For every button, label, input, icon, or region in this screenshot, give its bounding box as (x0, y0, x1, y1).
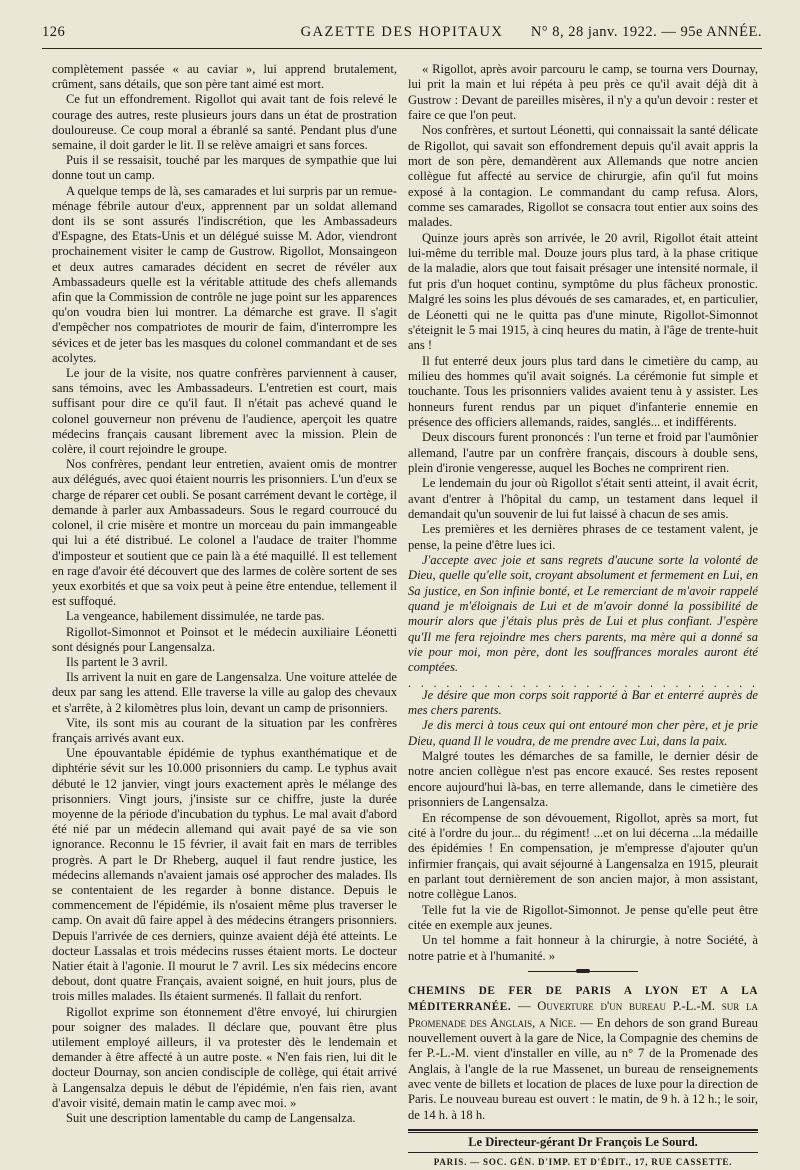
paragraph: Ils partent le 3 avril. (66, 654, 168, 669)
footer-rule (408, 1129, 758, 1133)
news-subtitle: — Ouverture d'un bureau P.-L.-M. sur la Promenade des Anglais, a Nice. — (408, 999, 758, 1030)
ellipsis-line: . . . . . . . . . . . . . . . . . . . . . . . . . . . . (408, 675, 758, 688)
printer-line: PARIS. — SOC. GÉN. D'IMP. ET D'ÉDIT., 17, RUE CASSETTE. (408, 1152, 758, 1170)
paragraph: Rigollot exprime son étonnement d'être envoyé, lui chirurgien pour soigner des malades. Il déclare que, pouvant être plus utilement employé ailleurs, il va protester dès le lendemain et demander à être affecté à un autre poste. « N'en fais rien, lui dit le docteur Dournay, son ancien condisciple de collège, qui était arrivé à Langensalza depuis le début de l'épidémie, n'en fais rien, avant d'avoir visité, demain matin le camp avec moi. » (52, 1004, 397, 1110)
paragraph: La vengeance, habilement dissimulée, ne tarde pas. (66, 609, 325, 624)
paragraph: complètement passée « au caviar », lui apprend brutalement, crûment, sans détails, que son père tant aimé est mort. (52, 62, 397, 92)
page-number: 126 (42, 24, 66, 40)
paragraph: Quinze jours après son arrivée, le 20 avril, Rigollot était atteint lui-même du terrible mal. Douze jours plus tard, à la phase critique de la maladie, alors que tout faisait présager une intensité normale, il fut pris d'un hoquet continu, symptôme du plus fâcheux pronostic. Malgré les soins les plus dévoués de ses camarades, et, en particulier, de Léonetti qui ne le quitta pas d'une minute, Rigollot-Simonnot s'éteignit le 5 mai 1915, à cinq heures du matin, à l'âge de trente-huit ans ! (408, 230, 758, 353)
paragraph: Malgré toutes les démarches de sa famille, le dernier désir de notre ancien collègue n'est pas encore exaucé. Ses restes reposent encore aujourd'hui là-bas, en terre allemande, dans le cimetière des prisonniers de Langensalza. (408, 749, 758, 810)
header-rule (42, 48, 762, 49)
testament-quote: J'accepte avec joie et sans regrets d'aucune sorte la volonté de Dieu, quelle qu'elle soit, croyant absolument et fermement en Lui, en Sa justice, en Son infinie bonté, et Le remerciant de m'avoir rappelé quand je m'éloignais de Lui et de m'avoir donné la possibilité de mourir alors que j'étais plus près de Lui et plus confiant. J'espère qu'Il me fera rejoindre mes chers parents, ma mère qui a donné sa vie pour moi, mon père, dont les souffrances morales auront été comptées. (408, 553, 758, 675)
paragraph: Vite, ils sont mis au courant de la situation par les confrères français arrivés avant eux. (52, 715, 397, 745)
paragraph: Deux discours furent prononcés : l'un terne et froid par l'aumônier allemand, l'autre par un confrère français, discours à double sens, plein d'ironie vengeresse, auquel les Boches ne comprirent rien. (408, 430, 758, 475)
right-column (408, 62, 758, 1170)
news-item (408, 983, 758, 1123)
paragraph: Ce fut un effondrement. Rigollot qui avait tant de fois relevé le courage des autres, reste plusieurs jours dans un état de prostration douloureuse. Ce coup moral a ébranlé sa santé. Pendant plus d'une semaine, il doit garder le lit. Il se relève amaigri et sans forces. (52, 92, 397, 153)
paragraph: « Rigollot, après avoir parcouru le camp, se tourna vers Dournay, lui prit la main et lui répéta à peu près ce qu'il avait déjà dit à Gustrow : Devant de pareilles misères, il n'y a qu'un devoir : rester et faire ce que l'on peut. (408, 62, 758, 123)
testament-quote: Je désire que mon corps soit rapporté à Bar et enterré auprès de mes chers parents. (408, 687, 758, 718)
paragraph: Le jour de la visite, nos quatre confrères parviennent à causer, sans témoins, avec les Ambassadeurs. L'entretien est court, mais suffisant pour dire ce qu'il faut. Il n'était pas achevé quand le colonel gouverneur non prévenu de l'audience, aperçoit les quatre médecins français causant librement avec la mission. Plein de colère, il court rejoindre le groupe. (52, 366, 397, 457)
paragraph: Rigollot-Simonnot et Poinsot et le médecin auxiliaire Léonetti sont désignés pour Langensalza. (52, 624, 397, 654)
news-body: En dehors de son grand Bureau nouvellement ouvert à la gare de Nice, la Compagnie des chemins de fer P.-L.-M. vient d'installer en ville, au n° 7 de la Promenade des Anglais, à l'angle de la rue Massenet, un bureau de renseignements avec vente de billets et location de places de luxe pour la direction de Paris. Le nouveau bureau est ouvert : le matin, de 9 h. à 12 h.; le soir, de 14 h. à 18 h. (408, 1015, 758, 1122)
paragraph: A quelque temps de là, ses camarades et lui surpris par un remue-ménage fébrile autour d'eux, apprennent par un soldat allemand dont ils se sont assurés l'indiscrétion, que les Ambassadeurs d'Espagne, des Etats-Unis et un délégué suisse M. Ador, viendront prochainement visiter le camp de Gustrow. Rigollot, Monsaingeon et deux autres camarades décident en secret de révéler aux Ambassadeurs quelle est la véritable attitude des chefs allemands afin que la Commission de contrôle ne juge point sur les apparences qu'on voudra bien lui montrer. La démarche est grave. Il s'agit d'empêcher nos compatriotes de mourir de faim, d'interrompre les sévices et de jeter bas les masques du colonel commandant et de ses acolytes. (52, 183, 397, 365)
news-title: CHEMINS DE FER DE PARIS A LYON ET A LA MÉDITERRANÉE. (408, 984, 758, 1014)
director-line: Le Directeur-gérant Dr François Le Sourd. (468, 1135, 698, 1150)
publication-title: GAZETTE DES HOPITAUX (300, 24, 504, 40)
paragraph: Puis il se ressaisit, touché par les marques de sympathie que lui donne tout un camp. (52, 153, 397, 183)
paragraph: Suit une description lamentable du camp de Langensalza. (66, 1111, 356, 1126)
paragraph: Une épouvantable épidémie de typhus exanthématique et de diphtérie sévit sur les 10.000 prisonniers du camp. Le typhus avait débuté le 12 janvier, vingt jours exactement après le mélange des prisonniers. Vingt jours, j'insiste sur ce chiffre, juste la durée moyenne de la période d'incubation du typhus. Le mal avait d'abord été nié par un médecin allemand qui avait payé de sa vie son ignorance. Reconnu le 15 février, il avait fait en mars de terribles progrès. A part le Dr Rheberg, auquel il faut rendre justice, les médecins allemands n'avaient jamais osé approcher des malades. Ils se contentaient de les regarder à bonne distance. Depuis le commencement de l'épidémie, ils n'osaient même plus traverser le camp. On avait dû faire appel à des médecins étrangers prisonniers. Depuis l'arrivée de ces derniers, quinze avaient déjà été atteints. Le docteur Lassalas et trois médecins russes étaient morts. Le docteur Natier était à l'agonie. Il mourut le 7 avril. Les six médecins encore debout, dont quatre Français, avaient soigné, en huit jours, plus de trois milles malades. Ils étaient surmenés. Il fallait du renfort. (52, 746, 397, 1004)
paragraph: Nos confrères, et surtout Léonetti, qui connaissait la santé délicate de Rigollot, qui savait son effondrement depuis qu'il avait appris la mort de son père, demandèrent aux Allemands que notre ancien collègue fut affecté au service de chirurgie, afin qu'il fut moins exposé à la contagion. Le commandant du camp refusa. Alors, comme ses camarades, Rigollot se consacra tout entier aux soins des malades. (408, 123, 758, 230)
paragraph: En récompense de son dévouement, Rigollot, après sa mort, fut cité à l'ordre du jour... du régiment! ...et on lui décerna ...la médaille des épidémies ! En compensation, je m'empresse d'ajouter qu'un infirmier français, qui avait séjourné à Langensalza en 1915, pleurait en parlant tout dernièrement de son ancien major, à mon assistant, notre collègue Lanos. (408, 810, 758, 902)
paragraph: Nos confrères, pendant leur entretien, avaient omis de montrer aux délégués, avec quoi étaient nourris les prisonniers. L'un d'eux se charge de réparer cet oubli. Se posant carrément devant le cortège, il demande à parler aux Ambassadeurs. Sous le regard courroucé du colonel, il crie misère et montre un morceau du pain immangeable qui lui a été distribué. Le colonel a l'audace de traiter l'homme d'imposteur et soutient que ce pain là a été maquillé. Il est tellement en rage d'avoir été découvert que des larmes de colère sortent de ses yeux exorbités et que sa voix peut à peine être entendue, tellement il est suffoqué. (52, 457, 397, 609)
testament-quote: Je dis merci à tous ceux qui ont entouré mon cher père, et je prie Dieu, quand Il le voudra, de me prendre avec Lui, dans la paix. (408, 718, 758, 748)
paragraph: Un tel homme a fait honneur à la chirurgie, à notre Société, à notre patrie et à l'humanité. » (408, 933, 758, 963)
paragraph: Telle fut la vie de Rigollot-Simonnot. Je pense qu'elle peut être citée en exemple aux jeunes. (408, 902, 758, 932)
left-column (52, 62, 397, 1126)
page-header (42, 24, 762, 46)
issue-info: N° 8, 28 janv. 1922. — 95e ANNÉE. (530, 24, 762, 40)
paragraph: Ils arrivent la nuit en gare de Langensalza. Une voiture attelée de deux par sang les attend. Elle traverse la ville au galop des chevaux et s'arrête, à 2 kilomètres plus loin, devant un camp de prisonniers. (52, 670, 397, 715)
section-separator (528, 971, 638, 975)
paragraph: Il fut enterré deux jours plus tard dans le cimetière du camp, au milieu des hommes qu'il avait soignés. La cérémonie fut simple et touchante. Tous les prisonniers valides avaient tenu à y assister. Les honneurs furent rendus par un piquet d'infanterie ennemie en présence des officiers allemands, raides, sanglés... et indifférents. (408, 353, 758, 429)
paragraph: Les premières et les dernières phrases de ce testament valent, je pense, la peine d'être lues ici. (408, 522, 758, 552)
paragraph: Le lendemain du jour où Rigollot s'était senti atteint, il avait écrit, avant d'entrer à l'hôpital du camp, un testament dans lequel il demandait qu'un souvenir de lui fut laissé à chacun de ses amis. (408, 476, 758, 521)
